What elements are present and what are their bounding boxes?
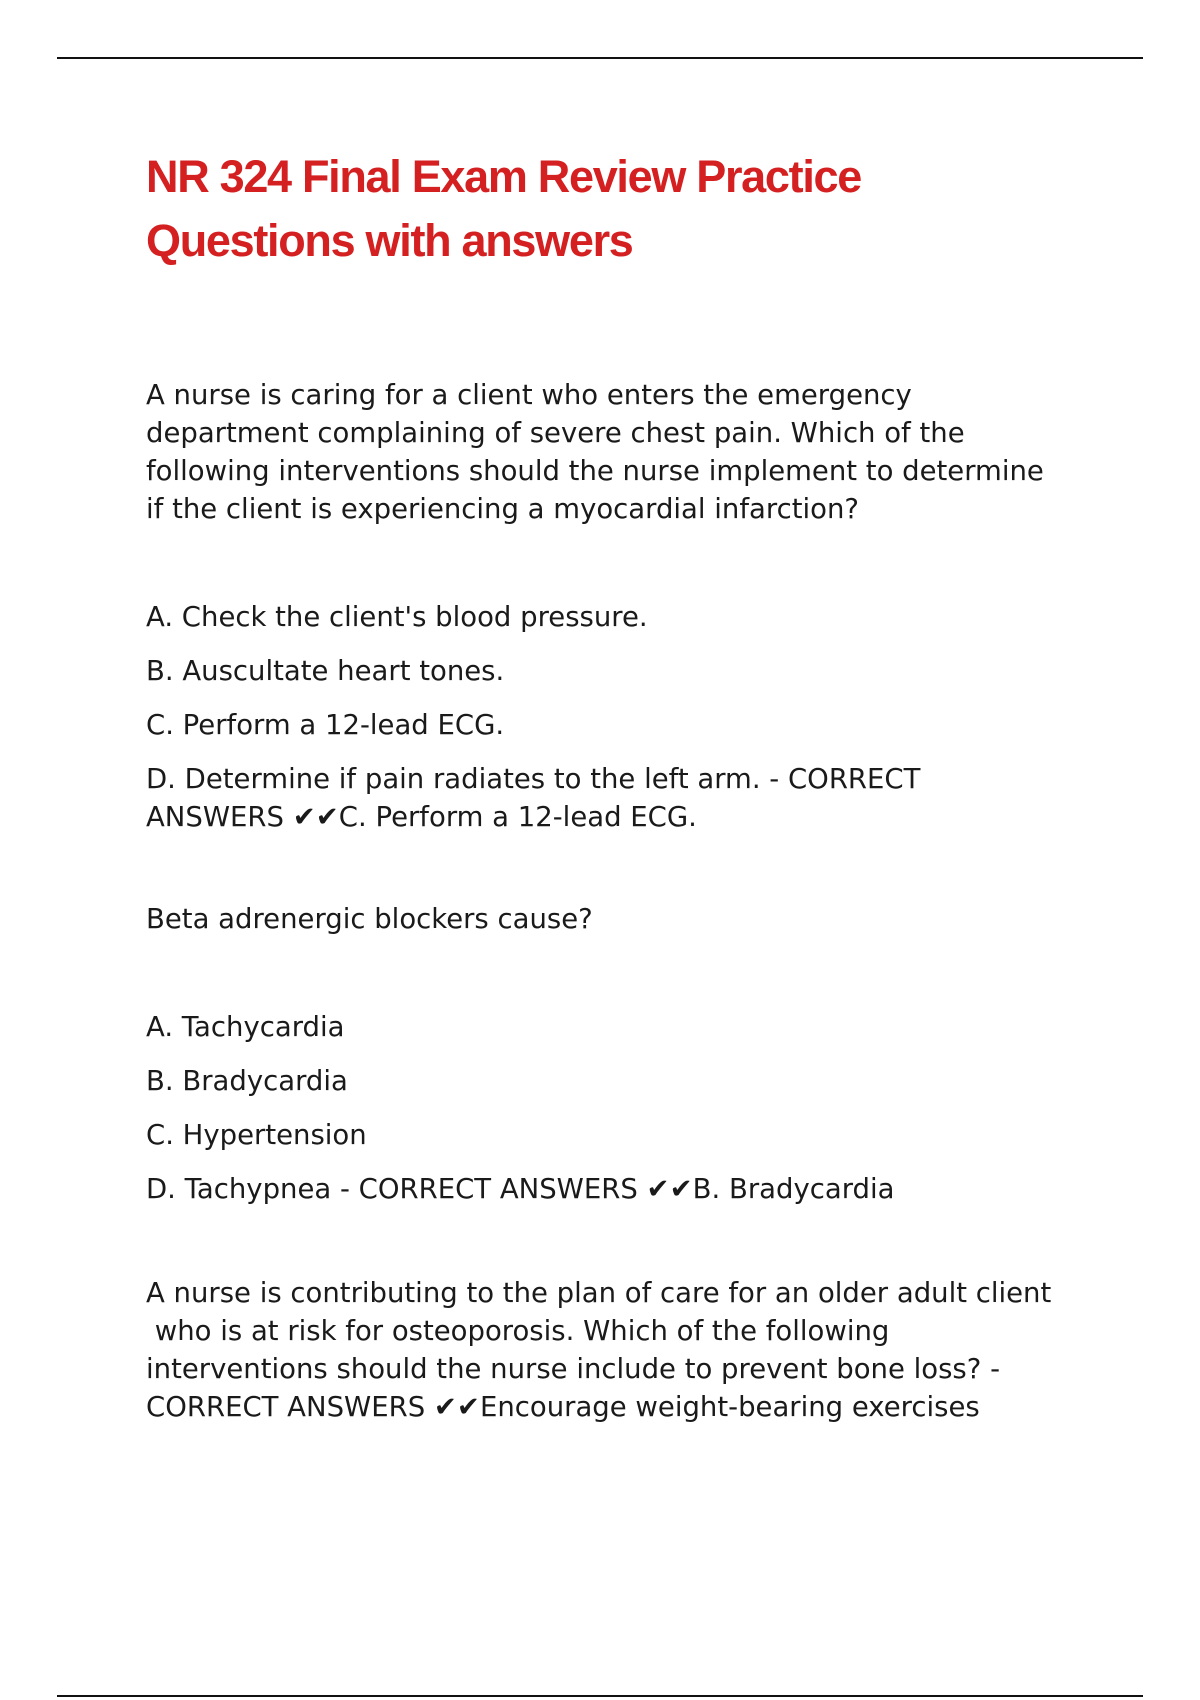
question-3-stem-answer: A nurse is contributing to the plan of care for an older adult client who is at risk for osteoporosis. Which of the following interventions should the nurse include to prevent bone loss? - CORRECT ANSWERS ✔✔Encourage weight-bearing exercises (146, 1277, 1052, 1423)
question-2-options (146, 1008, 1096, 1208)
question-2-option-a: A. Tachycardia (146, 1011, 345, 1043)
question-2-stem: Beta adrenergic blockers cause? (146, 903, 593, 935)
title-line-1: NR 324 Final Exam Review Practice (146, 151, 861, 202)
footer-rule (57, 1695, 1143, 1697)
question-1-option-b: B. Auscultate heart tones. (146, 655, 505, 687)
question-1-options (146, 598, 1096, 836)
question-2-option-b: B. Bradycardia (146, 1065, 348, 1097)
document-title (146, 145, 1096, 273)
title-line-2: Questions with answers (146, 215, 633, 266)
header-rule (57, 57, 1143, 59)
question-1-stem: A nurse is caring for a client who enters the emergency department complaining of severe chest pain. Which of the following interventions should the nurse implement to determine if the client is experiencing a myocardial infarction? (146, 379, 1044, 525)
question-1-option-a: A. Check the client's blood pressure. (146, 601, 648, 633)
question-2-option-d-answer: D. Tachypnea - CORRECT ANSWERS ✔✔B. Bradycardia (146, 1173, 895, 1205)
question-1-option-c: C. Perform a 12-lead ECG. (146, 709, 505, 741)
question-1-option-d-answer: D. Determine if pain radiates to the left arm. - CORRECT ANSWERS ✔✔C. Perform a 12-lead ECG. (146, 763, 921, 833)
document-body (146, 145, 1096, 1426)
question-2-option-c: C. Hypertension (146, 1119, 367, 1151)
